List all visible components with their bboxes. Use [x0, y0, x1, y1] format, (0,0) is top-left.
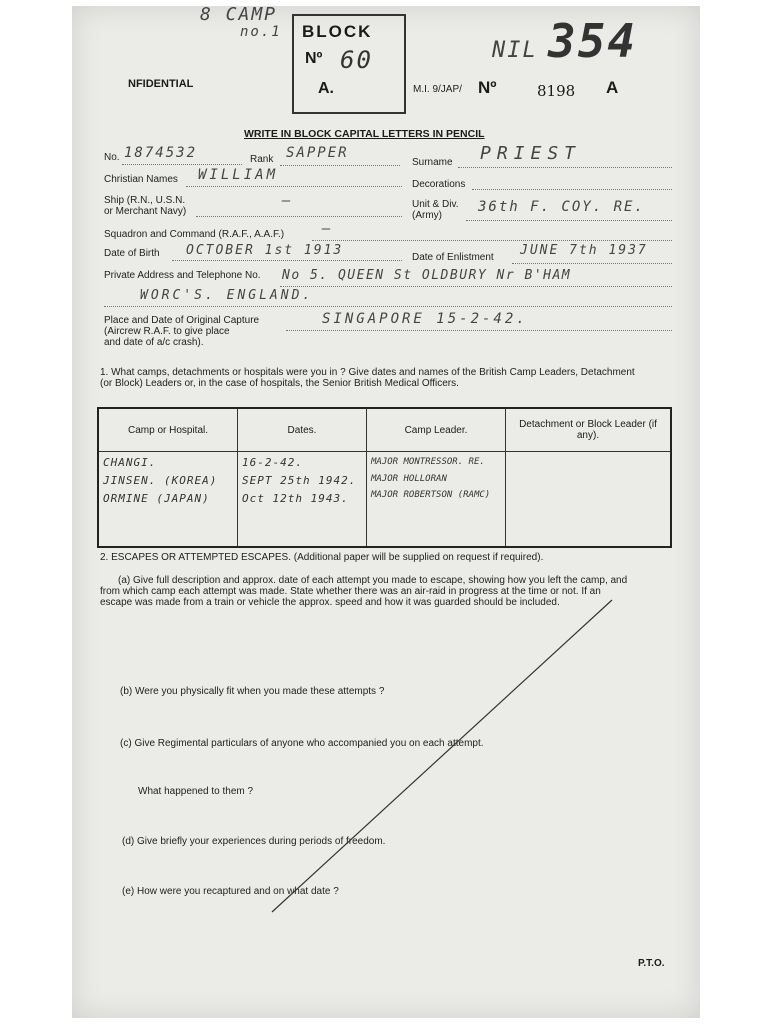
form-number: 8198	[537, 82, 576, 100]
leader-entry: MAJOR ROBERTSON (RAMC)	[371, 490, 491, 500]
question-2d: (d) Give briefly your experiences during periods of freedom.	[122, 836, 386, 847]
header-camp: Camp or Hospital.	[98, 408, 238, 452]
block-stamp-letter: A.	[318, 80, 334, 97]
rank-value: SAPPER	[286, 145, 349, 161]
capture-label-2: (Aircrew R.A.F. to give place	[104, 326, 230, 337]
enlistment-label: Date of Enlistment	[412, 252, 494, 263]
camp-note-2: no.1	[240, 24, 282, 40]
decorations-label: Decorations	[412, 179, 466, 190]
capture-value: SINGAPORE 15-2-42.	[322, 311, 528, 327]
pto-label: P.T.O.	[638, 958, 665, 969]
address-value-1: No 5. QUEEN St OLDBURY Nr B'HAM	[282, 268, 572, 283]
squadron-value: —	[322, 221, 333, 237]
surname-label: Surname	[412, 157, 453, 168]
ship-label-1: Ship (R.N., U.S.N.	[104, 195, 186, 206]
enlistment-value: JUNE 7th 1937	[520, 243, 648, 258]
date-entry: 16-2-42.	[242, 456, 303, 469]
ship-label-2: or Merchant Navy)	[104, 206, 187, 217]
squadron-label: Squadron and Command (R.A.F., A.A.F.)	[104, 229, 285, 240]
service-number-value: 1874532	[124, 145, 198, 161]
mi-reference: M.I. 9/JAP/	[413, 84, 462, 95]
address-value-2: WORC'S. ENGLAND.	[140, 288, 314, 303]
camp-entry: JINSEN. (KOREA)	[103, 474, 218, 487]
date-entry: SEPT 25th 1942.	[242, 474, 357, 487]
camp-note: 8 CAMP	[200, 4, 278, 25]
service-number-label: No.	[104, 152, 120, 163]
question-2c: (c) Give Regimental particulars of anyone who accompanied you on each attempt.	[120, 738, 484, 749]
question-2a-line-2: from which camp each attempt was made. State whether there was an air-raid in progress at the time or not. If an	[100, 586, 601, 597]
camp-entry: CHANGI.	[103, 456, 157, 469]
block-stamp-label: BLOCK	[302, 22, 373, 41]
surname-value: PRIEST	[480, 143, 582, 164]
question-1-line-1: 1. What camps, detachments or hospitals were you in ? Give dates and names of the British Camp Leaders, Detachment	[100, 367, 635, 378]
confidential-label: NFIDENTIAL	[128, 78, 194, 90]
unit-label-2: (Army)	[412, 210, 442, 221]
capture-label-3: and date of a/c crash).	[104, 337, 204, 348]
question-2c-sub: What happened to them ?	[138, 786, 254, 797]
question-2a-line-1: (a) Give full description and approx. date of each attempt you made to escape, showing how you left the camp, and	[118, 575, 628, 586]
header-camp-leader: Camp Leader.	[367, 408, 506, 452]
question-2-heading: 2. ESCAPES OR ATTEMPTED ESCAPES. (Additional paper will be supplied on request if required).	[100, 552, 544, 563]
block-stamp-value: 60	[340, 46, 373, 74]
block-stamp-no: Nº	[305, 50, 323, 67]
pencil-instruction: WRITE IN BLOCK CAPITAL LETTERS IN PENCIL	[244, 128, 485, 140]
header-detachment-leader: Detachment or Block Leader (if any).	[506, 408, 672, 452]
dob-value: OCTOBER 1st 1913	[186, 243, 344, 258]
capture-label-1: Place and Date of Original Capture	[104, 315, 260, 326]
rank-label: Rank	[250, 154, 274, 165]
leader-entry: MAJOR MONTRESSOR. RE.	[371, 457, 485, 467]
camp-entry: ORMINE (JAPAN)	[103, 492, 210, 505]
leader-entry: MAJOR HOLLORAN	[371, 474, 447, 484]
date-entry: Oct 12th 1943.	[242, 492, 349, 505]
header-dates: Dates.	[238, 408, 367, 452]
unit-label-1: Unit & Div.	[412, 199, 459, 210]
dob-label: Date of Birth	[104, 248, 160, 259]
question-2a-line-3: escape was made from a train or vehicle the approx. speed and how it was guarded should be included.	[100, 597, 560, 608]
unit-value: 36th F. COY. RE.	[478, 199, 645, 215]
ship-value: —	[282, 193, 293, 209]
christian-names-label: Christian Names	[104, 174, 178, 185]
christian-names-value: WILLIAM	[198, 167, 279, 183]
number-scrawl: 354	[548, 14, 638, 68]
form-letter: A	[606, 78, 619, 97]
question-1-line-2: (or Block) Leaders or, in the case of hospitals, the Senior British Medical Officers.	[100, 378, 459, 389]
nil-note: NIL	[492, 38, 538, 63]
form-no-label: Nº	[478, 78, 497, 97]
question-2b: (b) Were you physically fit when you made these attempts ?	[120, 686, 385, 697]
question-2e: (e) How were you recaptured and on what date ?	[122, 886, 339, 897]
address-label: Private Address and Telephone No.	[104, 270, 261, 281]
